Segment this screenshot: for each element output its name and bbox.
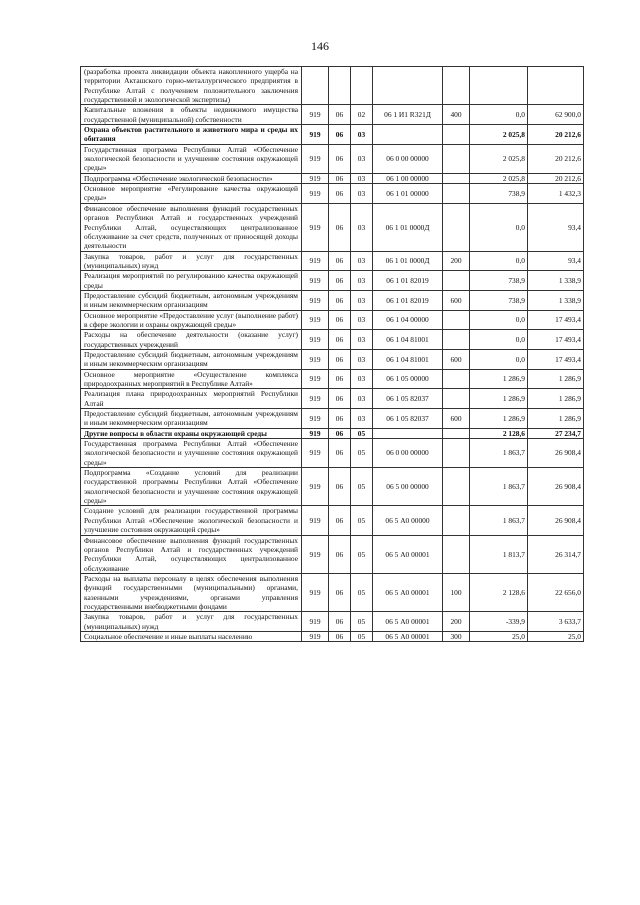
row-name-cell: Расходы на обеспечение деятельности (оказание услуг) государственных учреждений bbox=[81, 330, 302, 350]
subsection-code-cell: 02 bbox=[351, 105, 373, 125]
subsection-code-cell: 05 bbox=[351, 428, 373, 438]
target-article-cell: 06 5 А0 00001 bbox=[373, 612, 443, 632]
expense-type-cell bbox=[443, 144, 470, 173]
target-article-cell: 06 1 01 0000Д bbox=[373, 203, 443, 251]
grbs-code-cell: 919 bbox=[302, 184, 329, 204]
expense-type-cell bbox=[443, 203, 470, 251]
grbs-code-cell: 919 bbox=[302, 439, 329, 468]
expense-type-cell bbox=[443, 67, 470, 105]
grbs-code-cell: 919 bbox=[302, 409, 329, 429]
target-article-cell bbox=[373, 67, 443, 105]
table-row bbox=[81, 290, 584, 310]
grbs-code-cell: 919 bbox=[302, 330, 329, 350]
amount-change-cell: 2 128,6 bbox=[470, 428, 528, 438]
row-name-cell: Другие вопросы в области охраны окружающей среды bbox=[81, 428, 302, 438]
table-row bbox=[81, 271, 584, 291]
target-article-cell: 06 1 04 81001 bbox=[373, 330, 443, 350]
section-code-cell: 06 bbox=[329, 349, 351, 369]
amount-total-cell: 22 656,0 bbox=[528, 573, 584, 611]
target-article-cell bbox=[373, 125, 443, 145]
subsection-code-cell: 05 bbox=[351, 573, 373, 611]
amount-total-cell: 1 338,9 bbox=[528, 290, 584, 310]
section-code-cell: 06 bbox=[329, 184, 351, 204]
row-name-cell: Предоставление субсидий бюджетным, автономным учреждениям и иным некоммерческим организациям bbox=[81, 349, 302, 369]
table-row bbox=[81, 506, 584, 535]
amount-total-cell: 1 286,9 bbox=[528, 389, 584, 409]
row-name-cell: Предоставление субсидий бюджетным, автономным учреждениям и иным некоммерческим организациям bbox=[81, 290, 302, 310]
expense-type-cell: 200 bbox=[443, 612, 470, 632]
section-code-cell: 06 bbox=[329, 271, 351, 291]
subsection-code-cell: 03 bbox=[351, 409, 373, 429]
row-name-cell: Основное мероприятие «Осуществление комплекса природоохранных мероприятий в Республике Алтай» bbox=[81, 369, 302, 389]
section-code-cell: 06 bbox=[329, 409, 351, 429]
table-row bbox=[81, 203, 584, 251]
table-row bbox=[81, 125, 584, 145]
amount-change-cell: 2 025,8 bbox=[470, 144, 528, 173]
target-article-cell: 06 1 01 0000Д bbox=[373, 251, 443, 271]
amount-total-cell: 26 314,7 bbox=[528, 535, 584, 573]
table-row bbox=[81, 251, 584, 271]
subsection-code-cell: 03 bbox=[351, 310, 373, 330]
row-name-cell: Реализация мероприятий по регулированию качества окружающей среды bbox=[81, 271, 302, 291]
table-row bbox=[81, 612, 584, 632]
grbs-code-cell bbox=[302, 67, 329, 105]
section-code-cell: 06 bbox=[329, 330, 351, 350]
target-article-cell: 06 5 А0 00001 bbox=[373, 573, 443, 611]
subsection-code-cell: 03 bbox=[351, 203, 373, 251]
row-name-cell: Закупка товаров, работ и услуг для государственных (муниципальных) нужд bbox=[81, 612, 302, 632]
table-row bbox=[81, 67, 584, 105]
row-name-cell: Предоставление субсидий бюджетным, автономным учреждениям и иным некоммерческим организациям bbox=[81, 409, 302, 429]
subsection-code-cell bbox=[351, 67, 373, 105]
amount-total-cell: 17 493,4 bbox=[528, 349, 584, 369]
amount-change-cell: 25,0 bbox=[470, 631, 528, 641]
amount-total-cell: 25,0 bbox=[528, 631, 584, 641]
amount-total-cell: 17 493,4 bbox=[528, 310, 584, 330]
grbs-code-cell: 919 bbox=[302, 125, 329, 145]
amount-total-cell: 1 286,9 bbox=[528, 409, 584, 429]
amount-change-cell: 1 286,9 bbox=[470, 369, 528, 389]
target-article-cell: 06 1 05 00000 bbox=[373, 369, 443, 389]
section-code-cell: 06 bbox=[329, 173, 351, 183]
section-code-cell: 06 bbox=[329, 144, 351, 173]
subsection-code-cell: 05 bbox=[351, 535, 373, 573]
table-row bbox=[81, 573, 584, 611]
target-article-cell: 06 1 01 00000 bbox=[373, 184, 443, 204]
table-row bbox=[81, 428, 584, 438]
grbs-code-cell: 919 bbox=[302, 203, 329, 251]
section-code-cell: 06 bbox=[329, 439, 351, 468]
row-name-cell: Основное мероприятие «Предоставление услуг (выполнение работ) в сфере экологии и охраны окружающей среды» bbox=[81, 310, 302, 330]
target-article-cell: 06 0 00 00000 bbox=[373, 144, 443, 173]
target-article-cell: 06 1 05 82037 bbox=[373, 409, 443, 429]
amount-total-cell bbox=[528, 67, 584, 105]
grbs-code-cell: 919 bbox=[302, 535, 329, 573]
amount-total-cell: 17 493,4 bbox=[528, 330, 584, 350]
table-row bbox=[81, 105, 584, 125]
row-name-cell: Реализация плана природоохранных мероприятий Республики Алтай bbox=[81, 389, 302, 409]
expense-type-cell: 600 bbox=[443, 409, 470, 429]
subsection-code-cell: 03 bbox=[351, 251, 373, 271]
amount-total-cell: 26 908,4 bbox=[528, 468, 584, 506]
row-name-cell: Государственная программа Республики Алтай «Обеспечение экологической безопасности и улучшение состояния окружающей среды» bbox=[81, 439, 302, 468]
section-code-cell: 06 bbox=[329, 573, 351, 611]
amount-change-cell: 1 286,9 bbox=[470, 389, 528, 409]
subsection-code-cell: 03 bbox=[351, 290, 373, 310]
amount-change-cell: 0,0 bbox=[470, 349, 528, 369]
table-row bbox=[81, 389, 584, 409]
amount-change-cell: 738,9 bbox=[470, 290, 528, 310]
section-code-cell: 06 bbox=[329, 125, 351, 145]
section-code-cell bbox=[329, 67, 351, 105]
row-name-cell: Финансовое обеспечение выполнения функций государственных органов Республики Алтай и государственных учреждений Республики Алтай, осуществляющих централизованное обслуживание за счет средств, полученных от приносящей доходы деятельности bbox=[81, 203, 302, 251]
amount-change-cell: 1 863,7 bbox=[470, 439, 528, 468]
amount-total-cell: 1 338,9 bbox=[528, 271, 584, 291]
section-code-cell: 06 bbox=[329, 310, 351, 330]
amount-change-cell: 1 286,9 bbox=[470, 409, 528, 429]
target-article-cell: 06 1 01 82019 bbox=[373, 290, 443, 310]
expense-type-cell: 100 bbox=[443, 573, 470, 611]
amount-total-cell: 1 432,3 bbox=[528, 184, 584, 204]
amount-change-cell: -339,9 bbox=[470, 612, 528, 632]
amount-total-cell: 93,4 bbox=[528, 203, 584, 251]
grbs-code-cell: 919 bbox=[302, 369, 329, 389]
grbs-code-cell: 919 bbox=[302, 144, 329, 173]
grbs-code-cell: 919 bbox=[302, 251, 329, 271]
subsection-code-cell: 05 bbox=[351, 631, 373, 641]
section-code-cell: 06 bbox=[329, 612, 351, 632]
section-code-cell: 06 bbox=[329, 535, 351, 573]
table-row bbox=[81, 349, 584, 369]
amount-total-cell: 20 212,6 bbox=[528, 173, 584, 183]
row-name-cell: Подпрограмма «Обеспечение экологической безопасности» bbox=[81, 173, 302, 183]
subsection-code-cell: 03 bbox=[351, 349, 373, 369]
amount-total-cell: 26 908,4 bbox=[528, 506, 584, 535]
expense-type-cell: 300 bbox=[443, 631, 470, 641]
target-article-cell: 06 5 А0 00001 bbox=[373, 535, 443, 573]
expense-type-cell: 600 bbox=[443, 290, 470, 310]
amount-change-cell: 2 025,8 bbox=[470, 125, 528, 145]
expense-type-cell bbox=[443, 330, 470, 350]
section-code-cell: 06 bbox=[329, 389, 351, 409]
target-article-cell: 06 5 00 00000 bbox=[373, 468, 443, 506]
expense-type-cell bbox=[443, 439, 470, 468]
row-name-cell: Финансовое обеспечение выполнения функций государственных органов Республики Алтай и государственных учреждений Республики Алтай, осуществляющих централизованное обслуживание bbox=[81, 535, 302, 573]
expense-type-cell: 200 bbox=[443, 251, 470, 271]
expense-type-cell: 600 bbox=[443, 349, 470, 369]
amount-total-cell: 93,4 bbox=[528, 251, 584, 271]
amount-change-cell: 0,0 bbox=[470, 310, 528, 330]
amount-total-cell: 20 212,6 bbox=[528, 125, 584, 145]
subsection-code-cell: 03 bbox=[351, 271, 373, 291]
expense-type-cell bbox=[443, 125, 470, 145]
grbs-code-cell: 919 bbox=[302, 271, 329, 291]
amount-total-cell: 27 234,7 bbox=[528, 428, 584, 438]
grbs-code-cell: 919 bbox=[302, 349, 329, 369]
budget-table bbox=[80, 66, 584, 642]
amount-total-cell: 1 286,9 bbox=[528, 369, 584, 389]
grbs-code-cell: 919 bbox=[302, 290, 329, 310]
grbs-code-cell: 919 bbox=[302, 173, 329, 183]
amount-change-cell: 2 025,8 bbox=[470, 173, 528, 183]
grbs-code-cell: 919 bbox=[302, 428, 329, 438]
table-row bbox=[81, 144, 584, 173]
amount-change-cell: 2 128,6 bbox=[470, 573, 528, 611]
row-name-cell: (разработка проекта ликвидации объекта накопленного ущерба на территории Акташского горно-металлургического предприятия в Республике Алтай с получением положительного заключения государственной и экологической экспертизы) bbox=[81, 67, 302, 105]
section-code-cell: 06 bbox=[329, 251, 351, 271]
expense-type-cell bbox=[443, 535, 470, 573]
row-name-cell: Расходы на выплаты персоналу в целях обеспечения выполнения функций государственными (муниципальными) органами, казенными учреждениями, органами управления государственными внебюджетными фондами bbox=[81, 573, 302, 611]
subsection-code-cell: 03 bbox=[351, 330, 373, 350]
target-article-cell: 06 5 А0 00001 bbox=[373, 631, 443, 641]
subsection-code-cell: 03 bbox=[351, 125, 373, 145]
target-article-cell bbox=[373, 428, 443, 438]
subsection-code-cell: 03 bbox=[351, 389, 373, 409]
row-name-cell: Основное мероприятие «Регулирование качества окружающей среды» bbox=[81, 184, 302, 204]
grbs-code-cell: 919 bbox=[302, 468, 329, 506]
amount-total-cell: 20 212,6 bbox=[528, 144, 584, 173]
row-name-cell: Закупка товаров, работ и услуг для государственных (муниципальных) нужд bbox=[81, 251, 302, 271]
table-row bbox=[81, 184, 584, 204]
expense-type-cell bbox=[443, 468, 470, 506]
table-row bbox=[81, 631, 584, 641]
amount-change-cell: 0,0 bbox=[470, 203, 528, 251]
row-name-cell: Государственная программа Республики Алтай «Обеспечение экологической безопасности и улучшение состояния окружающей среды» bbox=[81, 144, 302, 173]
subsection-code-cell: 03 bbox=[351, 173, 373, 183]
grbs-code-cell: 919 bbox=[302, 310, 329, 330]
section-code-cell: 06 bbox=[329, 631, 351, 641]
subsection-code-cell: 05 bbox=[351, 439, 373, 468]
table-row bbox=[81, 439, 584, 468]
section-code-cell: 06 bbox=[329, 468, 351, 506]
amount-total-cell: 3 633,7 bbox=[528, 612, 584, 632]
expense-type-cell bbox=[443, 428, 470, 438]
section-code-cell: 06 bbox=[329, 203, 351, 251]
amount-change-cell: 1 813,7 bbox=[470, 535, 528, 573]
grbs-code-cell: 919 bbox=[302, 389, 329, 409]
row-name-cell: Подпрограмма «Создание условий для реализации государственной программы Республики Алтай «Обеспечение экологической безопасности и улучшение состояния окружающей среды» bbox=[81, 468, 302, 506]
subsection-code-cell: 05 bbox=[351, 506, 373, 535]
table-row bbox=[81, 409, 584, 429]
table-row bbox=[81, 310, 584, 330]
row-name-cell: Социальное обеспечение и иные выплаты населению bbox=[81, 631, 302, 641]
amount-change-cell: 1 863,7 bbox=[470, 468, 528, 506]
section-code-cell: 06 bbox=[329, 105, 351, 125]
expense-type-cell bbox=[443, 506, 470, 535]
target-article-cell: 06 0 00 00000 bbox=[373, 439, 443, 468]
amount-total-cell: 62 900,0 bbox=[528, 105, 584, 125]
amount-change-cell: 0,0 bbox=[470, 251, 528, 271]
row-name-cell: Создание условий для реализации государственной программы Республики Алтай «Обеспечение экологической безопасности и улучшение состояния окружающей среды» bbox=[81, 506, 302, 535]
row-name-cell: Охрана объектов растительного и животного мира и среды их обитания bbox=[81, 125, 302, 145]
target-article-cell: 06 5 А0 00000 bbox=[373, 506, 443, 535]
table-row bbox=[81, 173, 584, 183]
target-article-cell: 06 1 04 00000 bbox=[373, 310, 443, 330]
grbs-code-cell: 919 bbox=[302, 105, 329, 125]
table-row bbox=[81, 369, 584, 389]
amount-change-cell: 0,0 bbox=[470, 105, 528, 125]
amount-change-cell bbox=[470, 67, 528, 105]
table-row bbox=[81, 468, 584, 506]
amount-change-cell: 738,9 bbox=[470, 271, 528, 291]
target-article-cell: 06 1 05 82037 bbox=[373, 389, 443, 409]
amount-change-cell: 738,9 bbox=[470, 184, 528, 204]
amount-change-cell: 0,0 bbox=[470, 330, 528, 350]
section-code-cell: 06 bbox=[329, 506, 351, 535]
expense-type-cell bbox=[443, 173, 470, 183]
section-code-cell: 06 bbox=[329, 428, 351, 438]
target-article-cell: 06 1 00 00000 bbox=[373, 173, 443, 183]
subsection-code-cell: 05 bbox=[351, 468, 373, 506]
subsection-code-cell: 03 bbox=[351, 184, 373, 204]
expense-type-cell: 400 bbox=[443, 105, 470, 125]
subsection-code-cell: 03 bbox=[351, 144, 373, 173]
target-article-cell: 06 1 01 82019 bbox=[373, 271, 443, 291]
expense-type-cell bbox=[443, 310, 470, 330]
expense-type-cell bbox=[443, 184, 470, 204]
grbs-code-cell: 919 bbox=[302, 506, 329, 535]
expense-type-cell bbox=[443, 389, 470, 409]
target-article-cell: 06 1 И1 R321Д bbox=[373, 105, 443, 125]
page-number: 146 bbox=[311, 39, 329, 53]
subsection-code-cell: 03 bbox=[351, 369, 373, 389]
table-row bbox=[81, 330, 584, 350]
grbs-code-cell: 919 bbox=[302, 631, 329, 641]
section-code-cell: 06 bbox=[329, 290, 351, 310]
section-code-cell: 06 bbox=[329, 369, 351, 389]
target-article-cell: 06 1 04 81001 bbox=[373, 349, 443, 369]
grbs-code-cell: 919 bbox=[302, 573, 329, 611]
amount-change-cell: 1 863,7 bbox=[470, 506, 528, 535]
amount-total-cell: 26 908,4 bbox=[528, 439, 584, 468]
grbs-code-cell: 919 bbox=[302, 612, 329, 632]
expense-type-cell bbox=[443, 271, 470, 291]
table-row bbox=[81, 535, 584, 573]
subsection-code-cell: 05 bbox=[351, 612, 373, 632]
expense-type-cell bbox=[443, 369, 470, 389]
row-name-cell: Капитальные вложения в объекты недвижимого имущества государственной (муниципальной) собственности bbox=[81, 105, 302, 125]
